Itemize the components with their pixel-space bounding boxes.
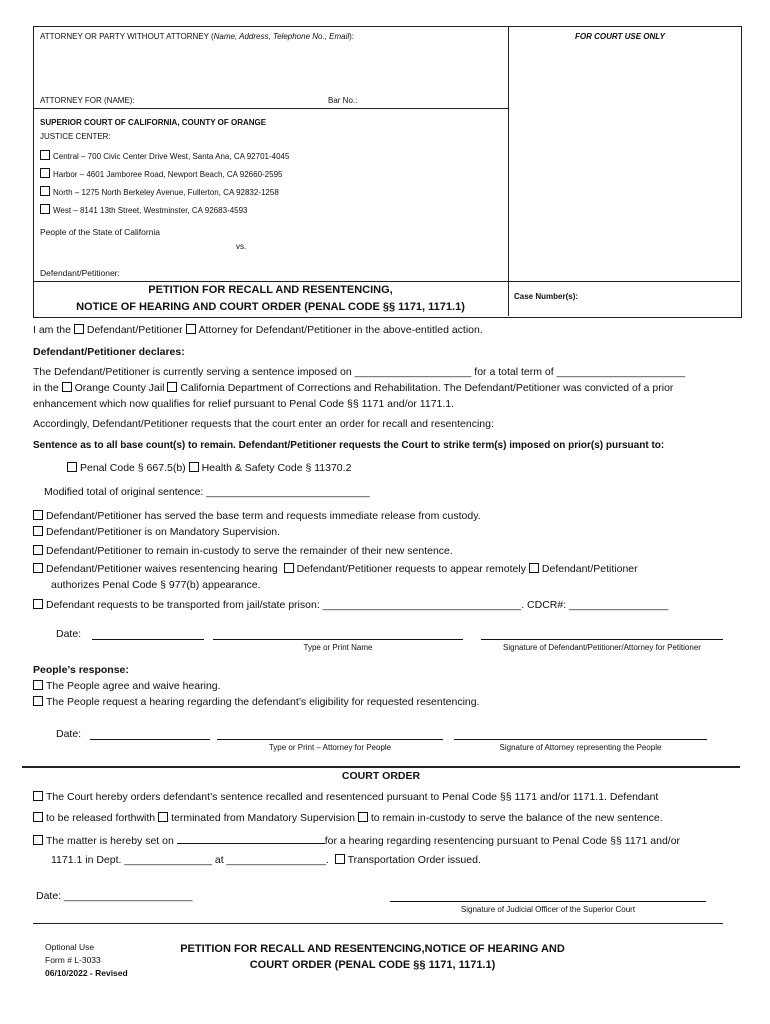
order-date: Date: ______________________ bbox=[36, 890, 193, 902]
type-print-caption: Type or Print Name bbox=[303, 643, 373, 652]
checkbox[interactable] bbox=[40, 186, 50, 196]
checkbox[interactable] bbox=[284, 563, 294, 573]
people-label: People of the State of California bbox=[40, 227, 161, 237]
caption-rule bbox=[33, 281, 740, 282]
name-line[interactable] bbox=[213, 639, 463, 640]
order-set-on: The matter is hereby set on for a hearing regarding resentencing pursuant to Penal Code §§ 1171 and/or bbox=[33, 834, 680, 847]
date-label: Date: bbox=[56, 628, 82, 640]
footer-title-1: PETITION FOR RECALL AND RESENTENCING,NOTICE OF HEARING AND bbox=[180, 943, 565, 955]
checkbox[interactable] bbox=[62, 382, 72, 392]
signature-caption: Signature of Defendant/Petitioner/Attorney for Petitioner bbox=[503, 643, 701, 652]
checkbox[interactable] bbox=[33, 563, 43, 573]
checkbox[interactable] bbox=[167, 382, 177, 392]
checkbox[interactable] bbox=[335, 854, 345, 864]
option-remain[interactable]: Defendant/Petitioner to remain in-custody to serve the remainder of their new sentence. bbox=[33, 545, 453, 557]
footer-rule bbox=[33, 923, 723, 924]
center-central[interactable]: Central – 700 Civic Center Drive West, Santa Ana, CA 92701-4045 bbox=[40, 150, 289, 161]
signature-line[interactable] bbox=[454, 739, 707, 740]
modified-sentence-line: Modified total of original sentence: ____________________________ bbox=[44, 486, 370, 498]
date-line[interactable] bbox=[92, 639, 204, 640]
enhancement-line: enhancement which now qualifies for relief pursuant to Penal Code §§ 1171 and/or 1171.1. bbox=[33, 398, 455, 410]
checkbox[interactable] bbox=[189, 462, 199, 472]
checkbox[interactable] bbox=[67, 462, 77, 472]
section-divider bbox=[22, 766, 740, 768]
checkbox[interactable] bbox=[40, 150, 50, 160]
attorney-for-label: ATTORNEY FOR (NAME): bbox=[40, 96, 135, 105]
checkbox[interactable] bbox=[33, 599, 43, 609]
hearing-date-line[interactable] bbox=[177, 834, 325, 844]
checkbox[interactable] bbox=[33, 510, 43, 520]
strike-options: Penal Code § 667.5(b) Health & Safety Code § 11370.2 bbox=[67, 462, 351, 474]
justice-center-label: JUSTICE CENTER: bbox=[40, 132, 111, 141]
court-use-label: FOR COURT USE ONLY bbox=[575, 32, 665, 41]
peoples-response-heading: People’s response: bbox=[33, 664, 129, 676]
sentence-heading: Sentence as to all base count(s) to remain. Defendant/Petitioner requests the Court to strike term(s) imposed on prior(s) pursuant to: bbox=[33, 440, 665, 451]
caption-rule bbox=[33, 108, 508, 109]
title-line-1: PETITION FOR RECALL AND RESENTENCING, bbox=[148, 284, 393, 296]
center-north[interactable]: North – 1275 North Berkeley Avenue, Fullerton, CA 92832-1258 bbox=[40, 186, 279, 197]
checkbox[interactable] bbox=[33, 526, 43, 536]
title-line-2: NOTICE OF HEARING AND COURT ORDER (PENAL CODE §§ 1171, 1171.1) bbox=[76, 301, 465, 313]
checkbox[interactable] bbox=[33, 812, 43, 822]
center-harbor[interactable]: Harbor – 4601 Jamboree Road, Newport Beach, CA 92660-2595 bbox=[40, 168, 282, 179]
option-request-hearing[interactable]: The People request a hearing regarding the defendant’s eligibility for requested resentencing. bbox=[33, 696, 480, 708]
checkbox[interactable] bbox=[40, 168, 50, 178]
checkbox[interactable] bbox=[158, 812, 168, 822]
footer-title-2: COURT ORDER (PENAL CODE §§ 1171, 1171.1) bbox=[249, 959, 496, 971]
checkbox[interactable] bbox=[33, 791, 43, 801]
defendant-label: Defendant/Petitioner: bbox=[40, 268, 120, 278]
date-label: Date: bbox=[56, 728, 82, 740]
custody-line: in the Orange County Jail California Department of Corrections and Rehabilitation. The Defendant/Petitioner was convicted of a prior bbox=[33, 382, 674, 394]
footer-form-number: Form # L-3033 bbox=[45, 955, 101, 965]
order-options: to be released forthwith terminated from Mandatory Supervision to remain in-custody to serve the balance of the new sentence. bbox=[33, 812, 663, 824]
center-west[interactable]: West – 8141 13th Street, Westminster, CA 92683-4593 bbox=[40, 204, 247, 215]
name-line[interactable] bbox=[217, 739, 443, 740]
case-number-label: Case Number(s): bbox=[514, 292, 579, 301]
type-print-caption: Type or Print – Attorney for People bbox=[268, 743, 392, 752]
checkbox[interactable] bbox=[33, 696, 43, 706]
option-transport[interactable]: Defendant requests to be transported from jail/state prison: __________________________________. CDCR#: _________________ bbox=[33, 599, 668, 611]
i-am-line: I am the Defendant/Petitioner Attorney for Defendant/Petitioner in the above-entitled action. bbox=[33, 324, 483, 336]
checkbox[interactable] bbox=[358, 812, 368, 822]
checkbox[interactable] bbox=[33, 545, 43, 555]
option-served[interactable]: Defendant/Petitioner has served the base term and requests immediate release from custody. bbox=[33, 510, 481, 522]
judicial-signature-line[interactable] bbox=[390, 901, 706, 902]
declares-heading: Defendant/Petitioner declares: bbox=[33, 346, 185, 358]
checkbox[interactable] bbox=[40, 204, 50, 214]
signature-caption: Signature of Attorney representing the People bbox=[499, 743, 662, 752]
serving-line: The Defendant/Petitioner is currently serving a sentence imposed on ____________________ for a total term of ______________________ bbox=[33, 366, 686, 378]
option-mandatory[interactable]: Defendant/Petitioner is on Mandatory Supervision. bbox=[33, 526, 280, 538]
footer-revised: 06/10/2022 - Revised bbox=[45, 968, 128, 978]
bar-no-label: Bar No.: bbox=[328, 96, 358, 105]
checkbox[interactable] bbox=[33, 680, 43, 690]
court-name: SUPERIOR COURT OF CALIFORNIA, COUNTY OF ORANGE bbox=[40, 118, 267, 127]
caption-divider bbox=[508, 26, 509, 316]
order-recall[interactable]: The Court hereby orders defendant’s sentence recalled and resentenced pursuant to Penal Code §§ 1171 and/or 1171.1. Defendant bbox=[33, 791, 658, 803]
vs-label: vs. bbox=[236, 242, 247, 251]
date-line[interactable] bbox=[90, 739, 210, 740]
attorney-label: ATTORNEY OR PARTY WITHOUT ATTORNEY (Name, Address, Telephone No., Email): bbox=[40, 32, 355, 41]
accordingly-line: Accordingly, Defendant/Petitioner requests that the court enter an order for recall and resentencing: bbox=[33, 418, 494, 430]
order-dept: 1171.1 in Dept. _______________ at _________________. Transportation Order issued. bbox=[51, 854, 481, 866]
checkbox[interactable] bbox=[33, 835, 43, 845]
judicial-signature-caption: Signature of Judicial Officer of the Superior Court bbox=[460, 905, 636, 914]
footer-optional: Optional Use bbox=[45, 942, 95, 952]
checkbox[interactable] bbox=[186, 324, 196, 334]
checkbox[interactable] bbox=[74, 324, 84, 334]
authorizes-line: authorizes Penal Code § 977(b) appearance. bbox=[51, 579, 261, 591]
court-order-heading: COURT ORDER bbox=[341, 770, 421, 782]
option-agree[interactable]: The People agree and waive hearing. bbox=[33, 680, 221, 692]
signature-line[interactable] bbox=[481, 639, 723, 640]
checkbox[interactable] bbox=[529, 563, 539, 573]
option-waives: Defendant/Petitioner waives resentencing hearing Defendant/Petitioner requests to appear remotely Defendant/Petitioner bbox=[33, 563, 638, 575]
